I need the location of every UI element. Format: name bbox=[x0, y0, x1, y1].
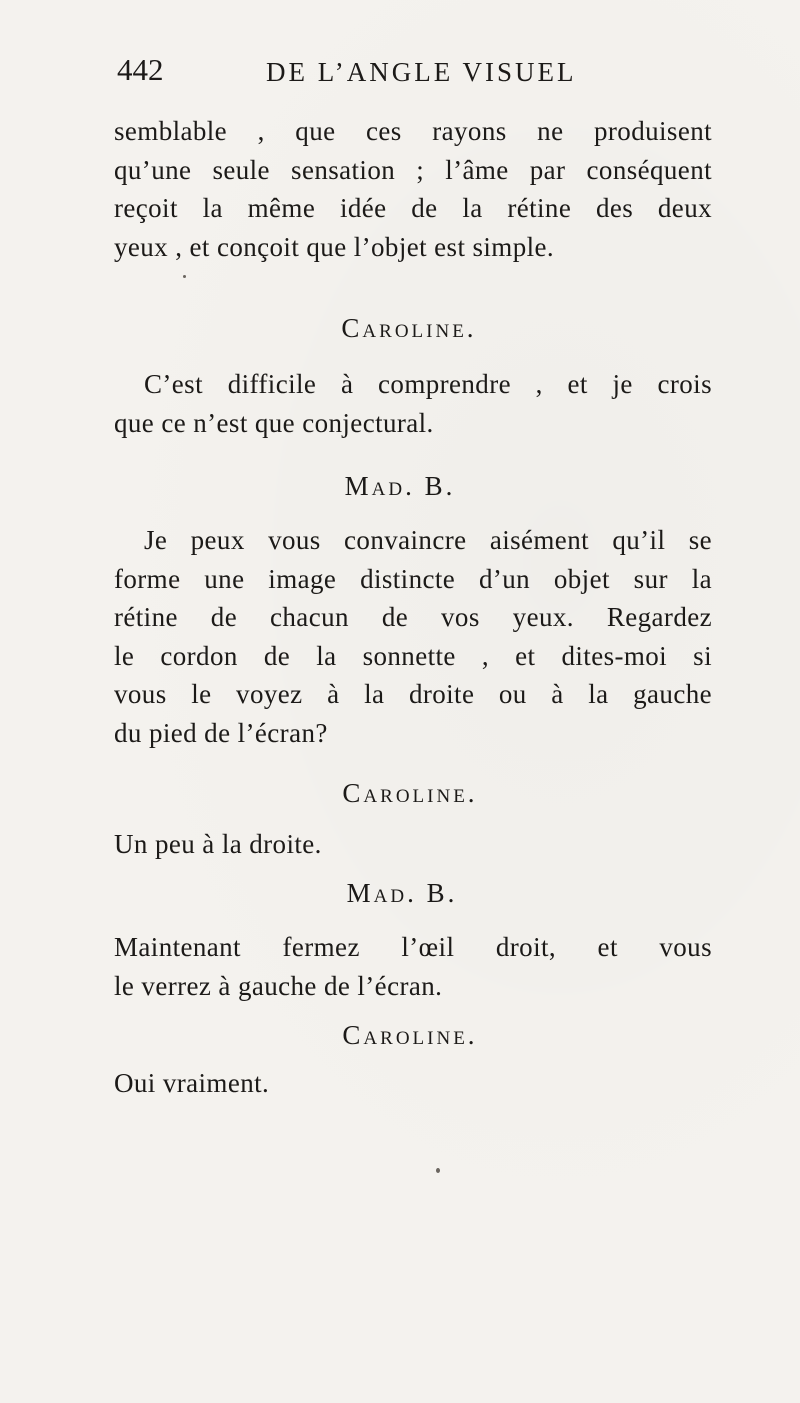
text-line: semblable , que ces rayons ne produisent bbox=[114, 116, 712, 146]
ink-speck bbox=[436, 1168, 440, 1173]
text-line: Oui vraiment. bbox=[114, 1068, 270, 1098]
page-number: 442 bbox=[117, 52, 164, 87]
speaker-name: Mad. B. bbox=[344, 471, 456, 501]
text-line: du pied de l’écran? bbox=[114, 717, 328, 748]
paragraph-3 bbox=[114, 521, 712, 752]
text-line: le cordon de la sonnette , et dites-moi si bbox=[114, 640, 712, 671]
page-header bbox=[0, 48, 800, 92]
running-head: DE L’ANGLE VISUEL bbox=[266, 57, 577, 87]
paragraph-5 bbox=[114, 928, 712, 1005]
text-line: qu’une seule sensation ; l’âme par conséquent bbox=[114, 154, 712, 185]
paragraph-2 bbox=[114, 365, 712, 442]
text-line: C’est difficile à comprendre , et je crois bbox=[144, 369, 712, 399]
text-line: forme une image distincte d’un objet sur la bbox=[114, 563, 712, 594]
text-line: rétine de chacun de vos yeux. Regardez bbox=[114, 602, 712, 632]
speaker-name: Mad. B. bbox=[346, 878, 458, 908]
text-line: yeux , et conçoit que l’objet est simple. bbox=[114, 231, 555, 262]
text-line: que ce n’est que conjectural. bbox=[114, 407, 434, 438]
paragraph-6 bbox=[114, 1064, 712, 1103]
ink-speck bbox=[183, 275, 186, 278]
speaker-name: Caroline. bbox=[342, 778, 478, 808]
text-line: Maintenant fermez l’œil droit, et vous bbox=[114, 932, 712, 962]
text-line: le verrez à gauche de l’écran. bbox=[114, 970, 443, 1001]
speaker-name: Caroline. bbox=[341, 313, 477, 343]
paragraph-4 bbox=[114, 825, 712, 864]
text-line: Un peu à la droite. bbox=[114, 829, 322, 859]
text-line: reçoit la même idée de la rétine des deux bbox=[114, 193, 712, 223]
speaker-name: Caroline. bbox=[342, 1020, 478, 1050]
text-line: vous le voyez à la droite ou à la gauche bbox=[114, 679, 712, 709]
text-line: Je peux vous convaincre aisément qu’il se bbox=[144, 525, 712, 555]
paragraph-1 bbox=[114, 112, 712, 266]
